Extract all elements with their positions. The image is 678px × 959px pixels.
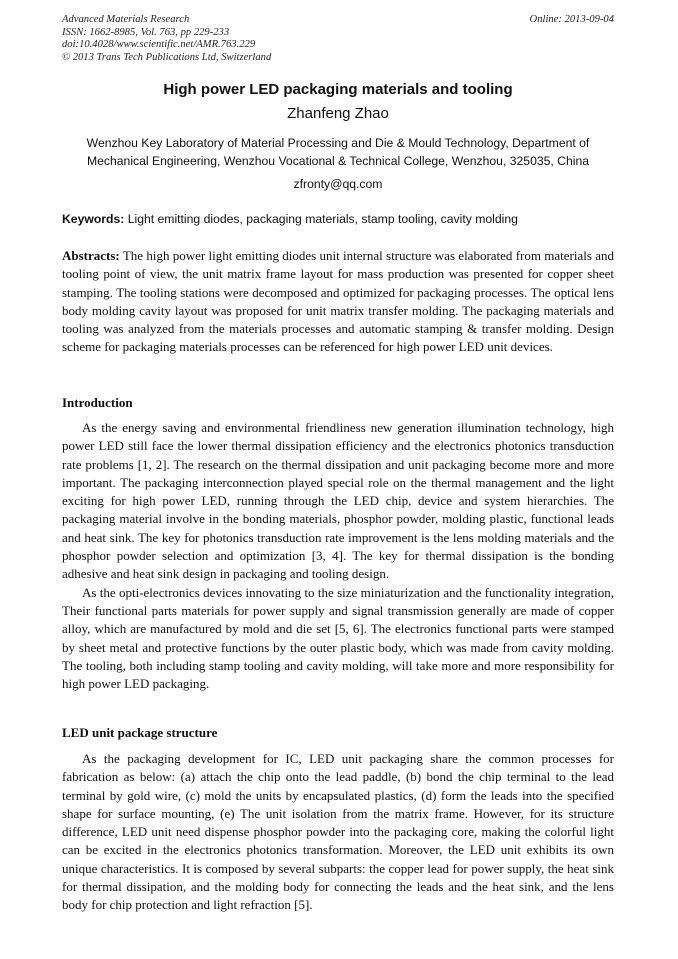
paragraph: As the packaging development for IC, LED unit packaging share the common processes for fabrication as below: (a) attach the chip onto the lead paddle, (b) bond the chip terminal to the lead terminal by gold wire, (c) mold the units by encapsulated plastics, (d) form the leads into the specified shape for surface mounting, (e) The unit isolation from the matrix frame. However, for its structure difference, LED unit need dispense phosphor powder into the packaging core, making the colorful light can be excited in the electronics photonics transformation. Moreover, the LED unit exhibits its own unique characteristics. It is composed by several subparts: the copper lead for power supply, the heat sink for thermal dissipation, and the molding body for connecting the leads and the heat sink, and the lens body for chip protection and light refraction [5]. <box>62 751 614 913</box>
journal-copyright: © 2013 Trans Tech Publications Ltd, Switzerland <box>62 51 272 63</box>
author-email: zfronty@qq.com <box>293 177 383 191</box>
keywords <box>62 211 614 228</box>
abstract-label: Abstracts: <box>62 248 120 263</box>
online-date: Online: 2013-09-04 <box>529 14 614 25</box>
abstract <box>62 247 614 357</box>
journal-header <box>62 14 614 64</box>
paragraph: As the opti-electronics devices innovating to the size miniaturization and the functionality integration, Their functional parts materials for power supply and signal transmission generally are made of copper alloy, which are manufactured by mold and die set [5, 6]. The electronics functional parts were stamped by sheet metal and protective functions by the outer plastic body, which was made from cavity molding. The tooling, both including stamp tooling and cavity molding, will take more and more responsibility for high power LED packaging. <box>62 584 614 692</box>
journal-issn: ISSN: 1662-8985, Vol. 763, pp 229-233 <box>62 26 230 38</box>
abstract-text: The high power light emitting diodes unit internal structure was elaborated from materials and tooling point of view, the unit matrix frame layout for mass production was presented for copper sheet stamping. The tooling stations were decomposed and optimized for packaging processes. The optical lens body molding cavity layout was proposed for unit matrix transfer molding. The packaging materials and tooling was analyzed from the materials processes and automatic stamping & transfer molding. Design scheme for packaging materials processes can be referenced for high power LED unit devices. <box>62 248 614 355</box>
section-introduction <box>62 419 614 693</box>
keywords-text: Light emitting diodes, packaging materials, stamp tooling, cavity molding <box>127 212 518 226</box>
paper-title: High power LED packaging materials and tooling <box>163 81 513 98</box>
section-heading-introduction: Introduction <box>62 395 133 410</box>
journal-name: Advanced Materials Research <box>62 14 190 25</box>
journal-doi: doi:10.4028/www.scientific.net/AMR.763.229 <box>62 39 256 50</box>
keywords-label: Keywords: <box>62 212 125 226</box>
section-heading-led-structure: LED unit package structure <box>62 725 218 740</box>
author-name: Zhanfeng Zhao <box>287 105 389 122</box>
affiliation: Wenzhou Key Laboratory of Material Processing and Die & Mould Technology, Department of Mechanical Engineering, Wenzhou Vocational & Technical College, Wenzhou, 325035, China <box>86 136 590 168</box>
section-led-structure <box>62 750 614 915</box>
paragraph: As the energy saving and environmental friendliness new generation illumination technology, high power LED still face the lower thermal dissipation efficiency and the electronics photonics transduction rate problems [1, 2]. The research on the thermal dissipation and unit packaging become more and more important. The packaging interconnection played special role on the thermal management and the light exciting for high power LED, running through the LED chip, device and system hierarchies. The packaging material involve in the bonding materials, phosphor powder, molding plastic, functional leads and heat sink. The key for photonics transduction rate improvement is the lens molding materials and the phosphor powder selection and optimization [3, 4]. The key for thermal dissipation is the bonding adhesive and heat sink design in packaging and tooling design. <box>62 420 614 582</box>
